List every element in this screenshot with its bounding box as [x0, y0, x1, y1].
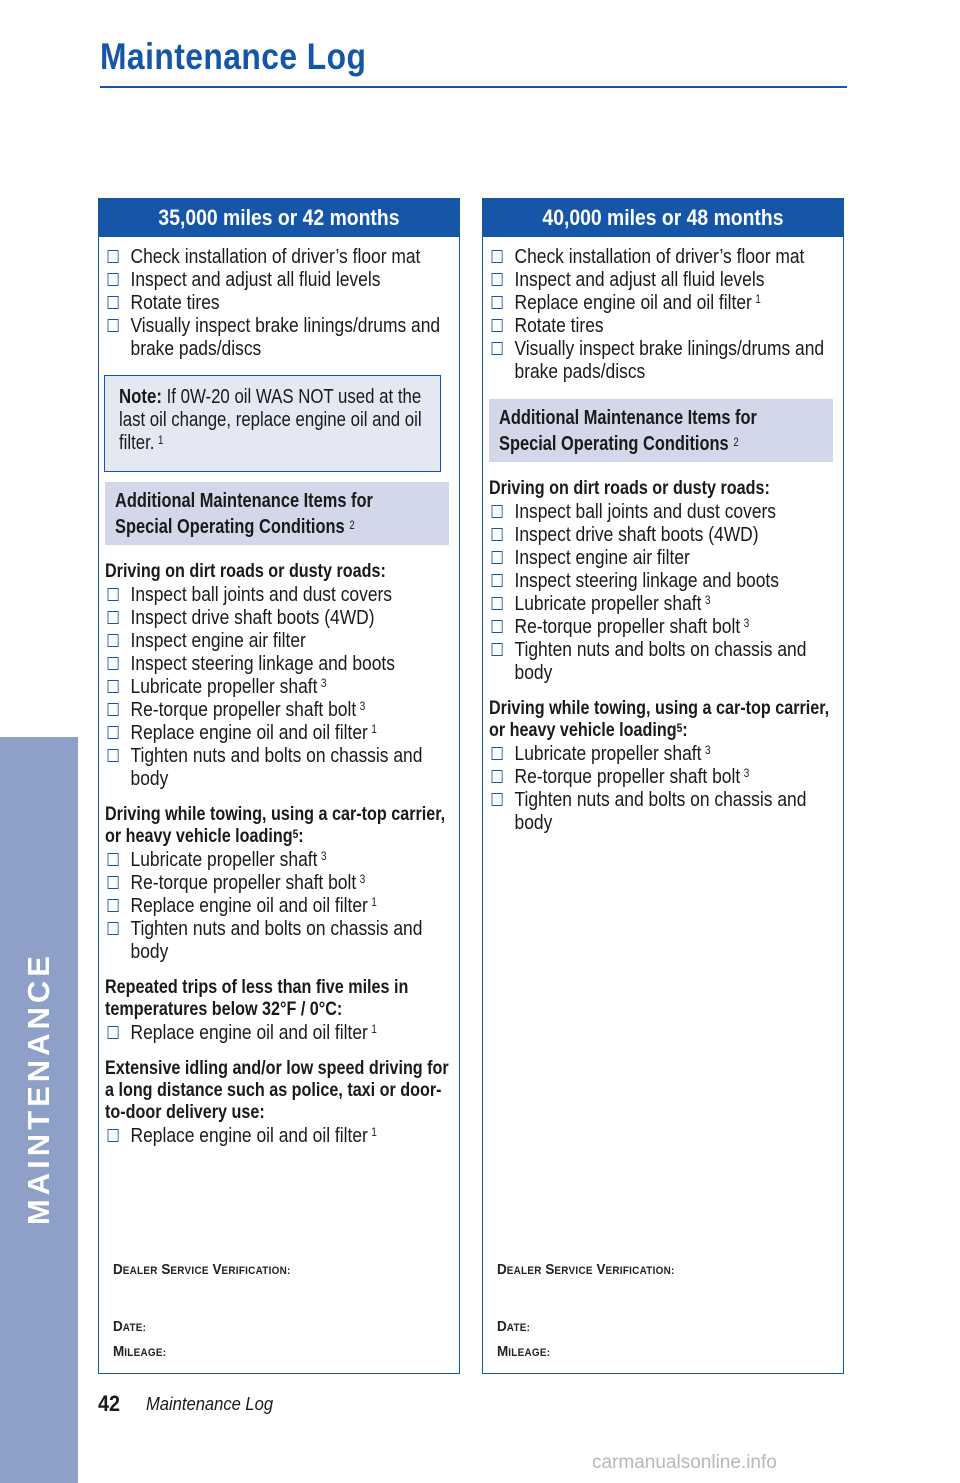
- checkbox-square[interactable]: [492, 551, 503, 564]
- footnote-ref: 1: [755, 292, 761, 306]
- checklist-item-text: Lubricate propeller shaft: [514, 592, 702, 615]
- additional-footnote: 2: [349, 518, 355, 532]
- checklist-item: [489, 788, 839, 834]
- interval-header: 40,000 miles or 48 months: [483, 199, 843, 237]
- checklist-item: [105, 314, 455, 360]
- checklist-item: [489, 638, 839, 684]
- checkbox-square[interactable]: [492, 296, 503, 309]
- checklist-item: [105, 744, 455, 790]
- checkbox-square[interactable]: [108, 1129, 119, 1142]
- footnote-ref: 3: [320, 676, 327, 690]
- checklist-item-text: Inspect ball joints and dust covers: [514, 500, 777, 523]
- page-title: Maintenance Log: [100, 36, 367, 77]
- side-tab: [0, 737, 78, 1483]
- checkbox-square[interactable]: [492, 574, 503, 587]
- footnote-ref: 3: [743, 616, 750, 630]
- checkbox-square[interactable]: [108, 726, 119, 739]
- footnote-ref: 3: [704, 593, 711, 607]
- footnote-ref: 1: [371, 1125, 377, 1139]
- checklist-item-text: Re-torque propeller shaft bolt: [130, 698, 357, 721]
- checkbox-square[interactable]: [492, 597, 503, 610]
- checklist-item-text: Replace engine oil and oil filter: [514, 291, 752, 314]
- checklist-item: [489, 337, 839, 383]
- checklist-item-text: Re-torque propeller shaft bolt: [130, 871, 357, 894]
- note-text: If 0W-20 oil WAS NOT used at the last oil change, replace engine oil and oil filter.: [119, 386, 422, 454]
- date-label: DATE:: [113, 1318, 147, 1335]
- interval-header: 35,000 miles or 42 months: [99, 199, 459, 237]
- checklist-item-text: Inspect drive shaft boots (4WD): [514, 523, 759, 546]
- checklist-item-text: Check installation of driver’s floor mat: [130, 245, 421, 268]
- checkbox-square[interactable]: [108, 876, 119, 889]
- date-label: DATE:: [497, 1318, 531, 1335]
- checklist-item: [489, 765, 839, 788]
- checkbox-square[interactable]: [108, 634, 119, 647]
- checklist-item: [105, 1021, 455, 1044]
- dealer-verification-label: DEALER SERVICE VERIFICATION:: [113, 1261, 291, 1278]
- watermark: carmanualsonline.info: [592, 1452, 777, 1473]
- checkbox-square[interactable]: [108, 1026, 119, 1039]
- additional-title-line2: Special Operating Conditions: [499, 432, 729, 455]
- checklist-item: [489, 523, 839, 546]
- checkbox-square[interactable]: [108, 899, 119, 912]
- page-number: 42: [98, 1391, 121, 1416]
- checkbox-square[interactable]: [492, 528, 503, 541]
- checkbox-square[interactable]: [492, 747, 503, 760]
- conditions: [105, 561, 455, 1147]
- checklist-item-text: Replace engine oil and oil filter: [130, 894, 368, 917]
- checkbox-square[interactable]: [108, 250, 119, 263]
- checklist-item-text: Visually inspect brake linings/drums and brake pads/discs: [130, 314, 441, 360]
- checklist-item-text: Inspect and adjust all fluid levels: [130, 268, 381, 291]
- checklist-item: [105, 675, 455, 698]
- checklist-item: [489, 500, 839, 523]
- checkbox-square[interactable]: [492, 643, 503, 656]
- dealer-verification-label: DEALER SERVICE VERIFICATION:: [497, 1261, 675, 1278]
- footnote-ref: 5: [676, 721, 683, 735]
- checkbox-square[interactable]: [108, 296, 119, 309]
- checklist-item: [489, 245, 839, 268]
- item-list: [105, 245, 455, 360]
- checklist-item-text: Lubricate propeller shaft: [130, 675, 318, 698]
- footnote-ref: 5: [292, 827, 299, 841]
- checklist-item-text: Rotate tires: [130, 291, 220, 314]
- footnote-ref: 3: [359, 699, 366, 713]
- checkbox-square[interactable]: [108, 657, 119, 670]
- checklist-item: [105, 245, 455, 268]
- checkbox-square[interactable]: [492, 250, 503, 263]
- checklist-item: [489, 546, 839, 569]
- checklist-item: [105, 871, 455, 894]
- checklist-item-text: Tighten nuts and bolts on chassis and body: [514, 788, 807, 834]
- checklist-item: [105, 721, 455, 744]
- checklist-item-text: Replace engine oil and oil filter: [130, 1124, 368, 1147]
- checklist-item: [105, 1124, 455, 1147]
- additional-title-line2: Special Operating Conditions: [115, 515, 345, 538]
- checkbox-square[interactable]: [108, 703, 119, 716]
- condition-heading: Driving while towing, using a car-top carrier, or heavy vehicle loading$^5$:: [489, 698, 830, 741]
- checklist-item: [105, 606, 455, 629]
- checklist-item: [489, 268, 839, 291]
- checkbox-square[interactable]: [108, 853, 119, 866]
- additional-title-line1: Additional Maintenance Items for: [115, 489, 373, 512]
- footnote-ref: 3: [359, 872, 366, 886]
- checklist-item-text: Tighten nuts and bolts on chassis and body: [514, 638, 807, 684]
- checklist-item-text: Inspect and adjust all fluid levels: [514, 268, 765, 291]
- checklist-item-text: Replace engine oil and oil filter: [130, 1021, 368, 1044]
- mileage-label: MILEAGE:: [497, 1343, 551, 1360]
- checklist-item: [489, 569, 839, 592]
- checklist-item-text: Lubricate propeller shaft: [514, 742, 702, 765]
- checklist-item-text: Inspect steering linkage and boots: [130, 652, 395, 675]
- footnote-ref: 3: [743, 766, 750, 780]
- checkbox-square[interactable]: [108, 273, 119, 286]
- footnote-ref: 3: [320, 849, 327, 863]
- note-label: Note:: [119, 386, 162, 408]
- footer-title: Maintenance Log: [146, 1394, 274, 1414]
- checklist-item: [489, 742, 839, 765]
- checklist-item: [105, 848, 455, 871]
- checklist-item-text: Inspect ball joints and dust covers: [130, 583, 393, 606]
- additional-items-box: [105, 482, 449, 545]
- note-footnote: 1: [157, 433, 164, 447]
- checklist-item-text: Inspect steering linkage and boots: [514, 569, 779, 592]
- checklist-item: [105, 652, 455, 675]
- checkbox-square[interactable]: [492, 505, 503, 518]
- checklist-item-text: Tighten nuts and bolts on chassis and body: [130, 917, 423, 963]
- title-divider: [100, 86, 847, 88]
- checkbox-square[interactable]: [108, 680, 119, 693]
- checkbox-square[interactable]: [108, 319, 119, 332]
- checklist-item-text: Visually inspect brake linings/drums and brake pads/discs: [514, 337, 825, 383]
- checklist-item-text: Replace engine oil and oil filter: [130, 721, 368, 744]
- side-tab-label: MAINTENANCE: [21, 951, 56, 1225]
- checklist-item: [489, 291, 839, 314]
- checkbox-square[interactable]: [492, 793, 503, 806]
- checklist-item: [489, 592, 839, 615]
- checklist-item: [105, 629, 455, 652]
- checklist-item-text: Inspect engine air filter: [130, 629, 306, 652]
- checklist-item: [105, 268, 455, 291]
- footnote-ref: 3: [704, 743, 711, 757]
- condition-heading: Driving on dirt roads or dusty roads:: [489, 478, 770, 499]
- checklist-item-text: Re-torque propeller shaft bolt: [514, 615, 741, 638]
- note-box: [104, 375, 441, 472]
- item-list: [489, 245, 839, 383]
- checklist-item-text: Inspect drive shaft boots (4WD): [130, 606, 375, 629]
- checklist-item: [105, 583, 455, 606]
- checklist-item-text: Check installation of driver’s floor mat: [514, 245, 805, 268]
- checkbox-square[interactable]: [108, 922, 119, 935]
- condition-heading: Driving on dirt roads or dusty roads:: [105, 561, 386, 582]
- checkbox-square[interactable]: [108, 588, 119, 601]
- checklist-item-text: Re-torque propeller shaft bolt: [514, 765, 741, 788]
- additional-title-line1: Additional Maintenance Items for: [499, 406, 757, 429]
- mileage-label: MILEAGE:: [113, 1343, 167, 1360]
- checklist-item-text: Rotate tires: [514, 314, 604, 337]
- checkbox-square[interactable]: [492, 273, 503, 286]
- additional-items-box: [489, 399, 833, 462]
- checklist-item: [105, 917, 455, 963]
- checklist-item-text: Inspect engine air filter: [514, 546, 690, 569]
- checklist-item: [105, 291, 455, 314]
- checkbox-square[interactable]: [108, 611, 119, 624]
- condition-heading: Repeated trips of less than five miles in temperatures below 32°F / 0°C:: [105, 977, 409, 1020]
- checklist-item-text: Tighten nuts and bolts on chassis and body: [130, 744, 423, 790]
- checklist-item: [489, 314, 839, 337]
- checklist-item: [105, 894, 455, 917]
- checkbox-square[interactable]: [492, 770, 503, 783]
- footnote-ref: 1: [371, 895, 377, 909]
- checklist-item: [489, 615, 839, 638]
- checkbox-square[interactable]: [492, 319, 503, 332]
- footnote-ref: 1: [371, 1022, 377, 1036]
- condition-heading: Driving while towing, using a car-top carrier, or heavy vehicle loading$^5$:: [105, 804, 446, 847]
- interval-column-35000: [98, 198, 460, 1374]
- checkbox-square[interactable]: [492, 342, 503, 355]
- interval-column-40000: [482, 198, 844, 1374]
- conditions: [489, 478, 839, 834]
- checkbox-square[interactable]: [492, 620, 503, 633]
- condition-heading: Extensive idling and/or low speed driving for a long distance such as police, taxi or door-to-door delivery use:: [105, 1058, 449, 1123]
- checklist-item: [105, 698, 455, 721]
- checkbox-square[interactable]: [108, 749, 119, 762]
- checklist-item-text: Lubricate propeller shaft: [130, 848, 318, 871]
- footnote-ref: 1: [371, 722, 377, 736]
- additional-footnote: 2: [733, 435, 739, 449]
